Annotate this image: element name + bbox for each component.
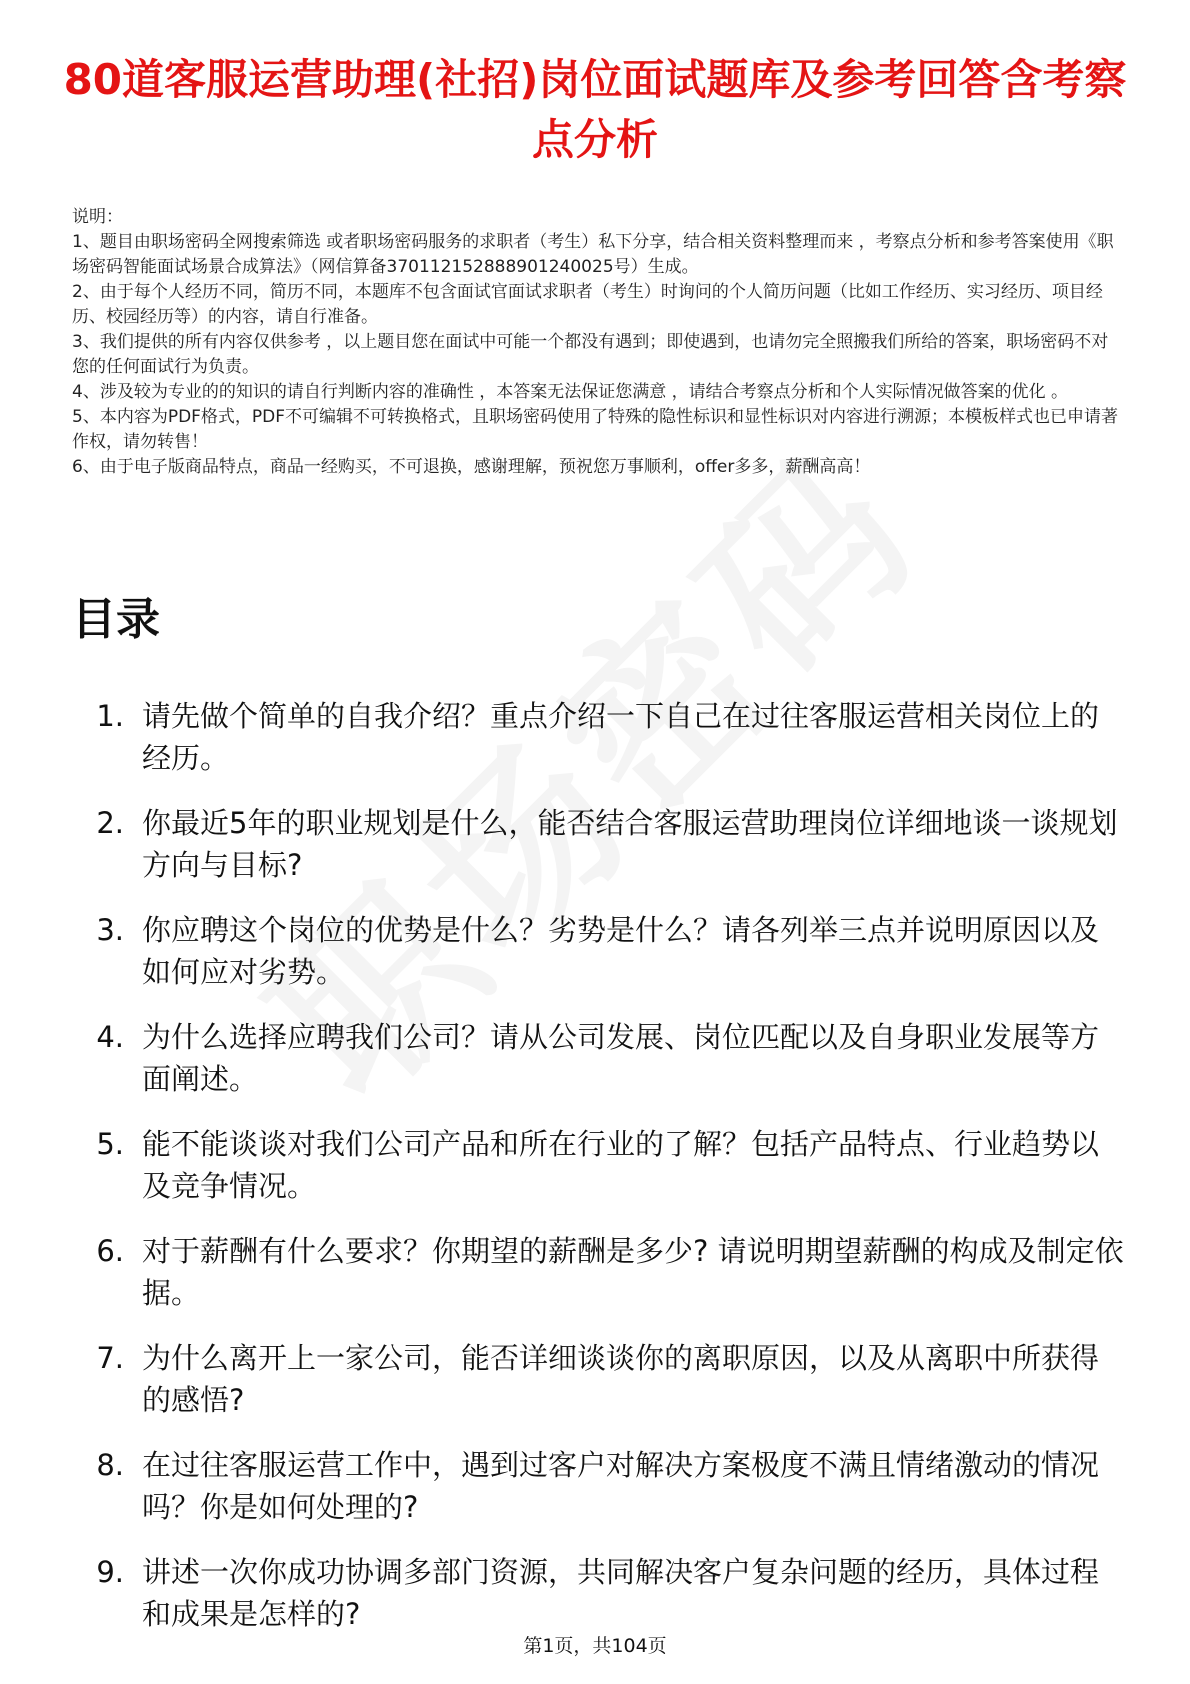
toc-item-number: 9. xyxy=(96,1555,124,1589)
toc-item[interactable] xyxy=(72,909,1127,993)
note-item: 1、题目由职场密码全网搜索筛选 或者职场密码服务的求职者（考生）私下分享，结合相关资料整理而来 ，考察点分析和参考答案使用《职场密码智能面试场景合成算法》（网信算备370112152888901240025号）生成。 xyxy=(72,232,1114,277)
toc-item-text: 你应聘这个岗位的优势是什么？劣势是什么？请各列举三点并说明原因以及如何应对劣势。 xyxy=(142,913,1100,989)
toc-item-number: 8. xyxy=(96,1448,124,1482)
note-item: 6、由于电子版商品特点，商品一经购买，不可退换，感谢理解，预祝您万事顺利，offer多多，薪酬高高！ xyxy=(72,457,871,477)
toc-item-number: 2. xyxy=(96,806,124,840)
table-of-contents xyxy=(72,695,1127,1658)
toc-item-number: 6. xyxy=(96,1234,124,1268)
toc-item[interactable] xyxy=(72,1551,1127,1635)
note-item: 2、由于每个人经历不同，简历不同，本题库不包含面试官面试求职者（考生）时询问的个人简历问题（比如工作经历、实习经历、项目经历、校园经历等）的内容，请自行准备。 xyxy=(72,282,1103,327)
note-item: 5、本内容为PDF格式，PDF不可编辑不可转换格式，且职场密码使用了特殊的隐性标识和显性标识对内容进行溯源；本模板样式也已申请著作权，请勿转售！ xyxy=(72,407,1119,452)
toc-item[interactable] xyxy=(72,1230,1127,1314)
toc-item[interactable] xyxy=(72,1123,1127,1207)
notes-section xyxy=(72,205,1122,480)
document-title: 80道客服运营助理(社招)岗位面试题库及参考回答含考察点分析 xyxy=(63,55,1127,164)
toc-item[interactable] xyxy=(72,802,1127,886)
toc-item-text: 你最近5年的职业规划是什么，能否结合客服运营助理岗位详细地谈一谈规划方向与目标? xyxy=(142,806,1118,882)
toc-item[interactable] xyxy=(72,1016,1127,1100)
toc-item-text: 能不能谈谈对我们公司产品和所在行业的了解？包括产品特点、行业趋势以及竞争情况。 xyxy=(142,1127,1100,1203)
toc-item-text: 为什么选择应聘我们公司？请从公司发展、岗位匹配以及自身职业发展等方面阐述。 xyxy=(142,1020,1100,1096)
toc-item-text: 在过往客服运营工作中，遇到过客户对解决方案极度不满且情绪激动的情况吗？你是如何处理的? xyxy=(142,1448,1100,1524)
notes-heading: 说明： xyxy=(72,207,123,227)
toc-item[interactable] xyxy=(72,1444,1127,1528)
toc-item-text: 为什么离开上一家公司，能否详细谈谈你的离职原因，以及从离职中所获得的感悟? xyxy=(142,1341,1100,1417)
toc-item-number: 7. xyxy=(96,1341,124,1375)
toc-item[interactable] xyxy=(72,1337,1127,1421)
toc-heading: 目录 xyxy=(72,594,160,645)
toc-item-text: 请先做个简单的自我介绍？重点介绍一下自己在过往客服运营相关岗位上的经历。 xyxy=(142,699,1100,775)
toc-item-number: 5. xyxy=(96,1127,124,1161)
note-item: 3、我们提供的所有内容仅供参考 ，以上题目您在面试中可能一个都没有遇到；即使遇到，也请勿完全照搬我们所给的答案，职场密码不对您的任何面试行为负责。 xyxy=(72,332,1109,377)
toc-item-text: 讲述一次你成功协调多部门资源，共同解决客户复杂问题的经历，具体过程和成果是怎样的? xyxy=(142,1555,1100,1631)
toc-item-number: 3. xyxy=(96,913,124,947)
toc-item[interactable] xyxy=(72,695,1127,779)
toc-item-text: 对于薪酬有什么要求？你期望的薪酬是多少? 请说明期望薪酬的构成及制定依据。 xyxy=(142,1234,1124,1310)
page-footer: 第1页，共104页 xyxy=(523,1635,667,1657)
toc-item-number: 1. xyxy=(96,699,124,733)
toc-item-number: 4. xyxy=(96,1020,124,1054)
note-item: 4、涉及较为专业的的知识的请自行判断内容的准确性 ，本答案无法保证您满意 ，请结合考察点分析和个人实际情况做答案的优化 。 xyxy=(72,382,1069,402)
